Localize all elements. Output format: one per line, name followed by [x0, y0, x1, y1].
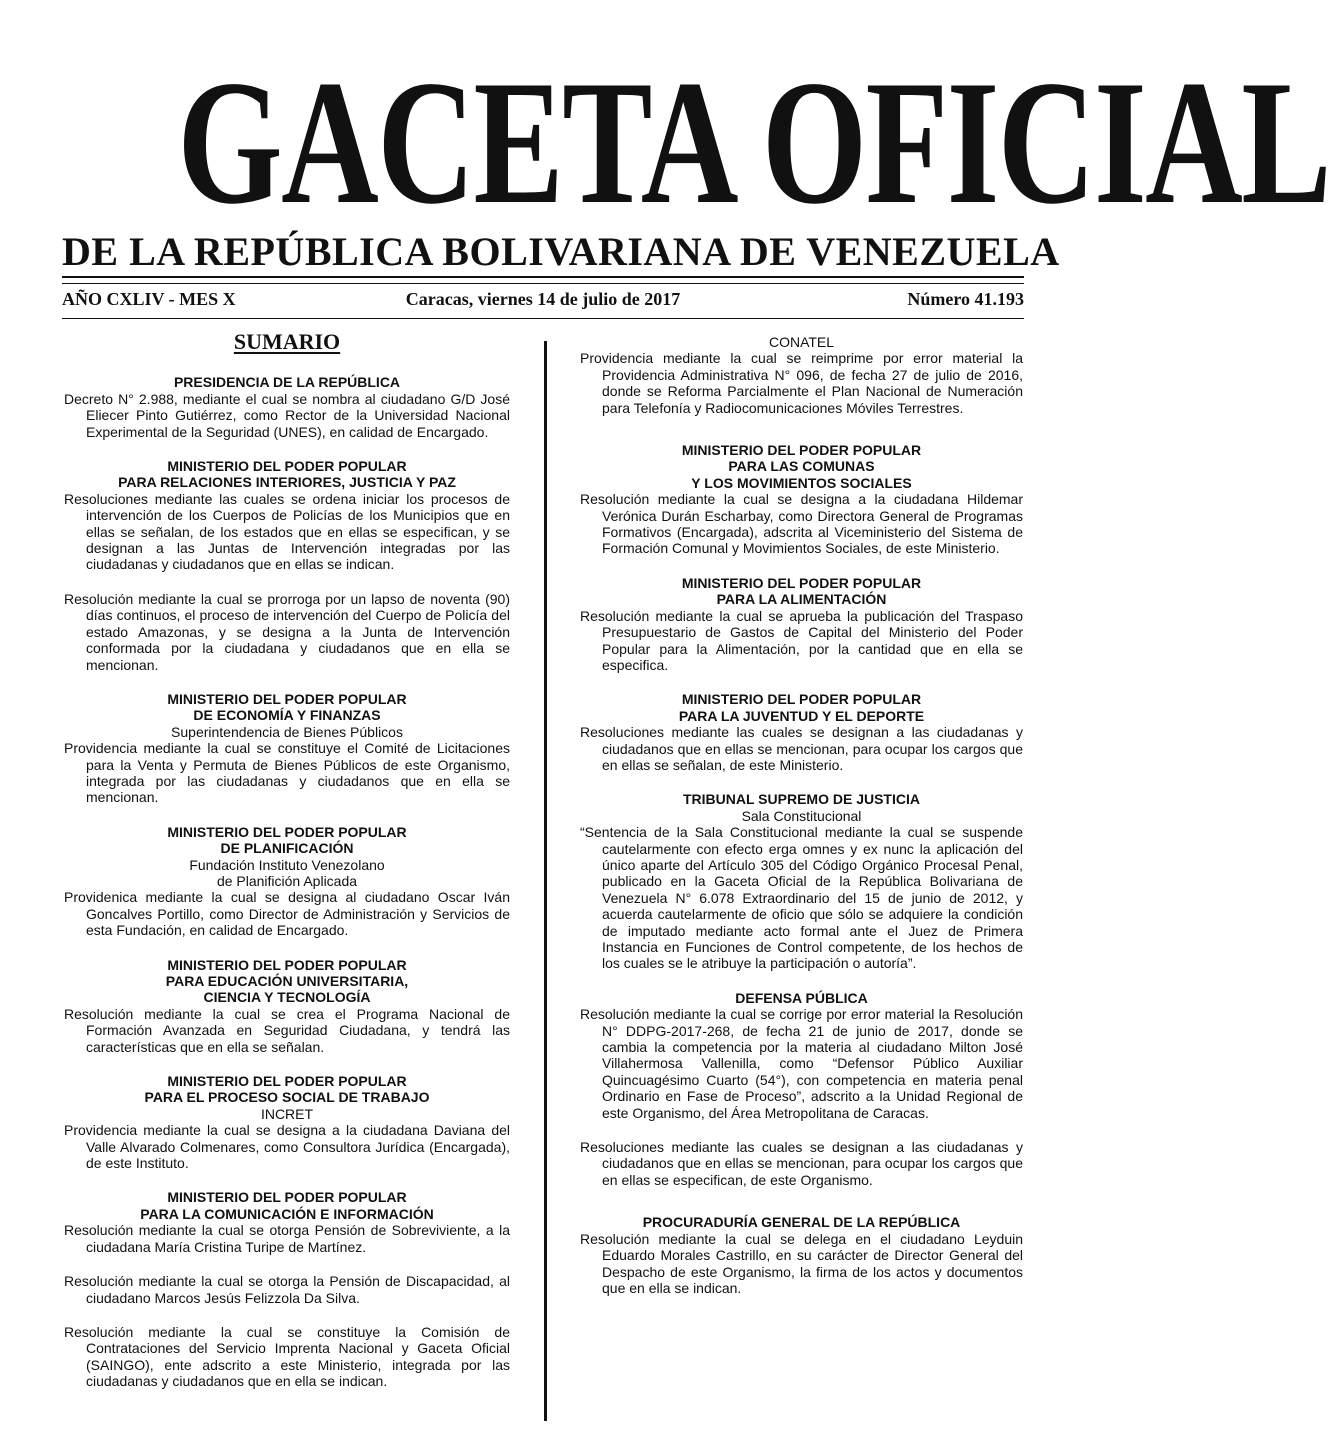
summary-entry: Providencia mediante la cual se constituye el Comité de Licitaciones para la Venta y Permuta de Bienes Públicos de este Organismo, integrada por las ciudadanas y ciudadanos que en ella se mencionan. [64, 740, 510, 806]
section-subheading: Sala Constitucional [741, 807, 862, 824]
right-sections [580, 334, 1023, 1296]
dateline-rule [62, 318, 1024, 319]
section-subheading: de Planifición Aplicada [216, 872, 358, 889]
summary-entry: Resolución mediante la cual se aprueba la publicación del Traspaso Presupuestario de Gastos de Capital del Ministerio del Poder Popular para la Alimentación, por la cantidad que en ella se especifica. [580, 607, 1023, 673]
summary-section [580, 791, 1023, 971]
section-heading: PROCURADURÍA GENERAL DE LA REPÚBLICA [642, 1214, 961, 1231]
summary-section [580, 691, 1023, 773]
summary-entry: Providencia mediante la cual se designa a la ciudadana Daviana del Valle Alvarado Colmenares, como Consultora Jurídica (Encargada), de este Instituto. [64, 1122, 510, 1172]
section-heading: DE PLANIFICACIÓN [220, 840, 354, 857]
summary-entry: Resoluciones mediante las cuales se ordena iniciar los procesos de intervención de los Cuerpos de Policías de los Municipios que en ellas se señalan, de los estados que en ellas se especifican, y se designan a las Juntas de Intervención integradas por las ciudadanas y ciudadanos que en ellas se indican. [64, 490, 510, 573]
summary-section [580, 334, 1023, 416]
section-heading: DE ECONOMÍA Y FINANZAS [193, 707, 381, 724]
section-heading: MINISTERIO DEL PODER POPULAR [681, 574, 922, 591]
section-heading: MINISTERIO DEL PODER POPULAR [167, 1189, 407, 1206]
section-heading: PARA EDUCACIÓN UNIVERSITARIA, [165, 973, 409, 989]
section-heading: PRESIDENCIA DE LA REPÚBLICA [173, 374, 401, 391]
dateline [62, 289, 1024, 315]
gazette-subtitle: DE LA REPÚBLICA BOLIVARIANA DE VENEZUELA [62, 229, 1060, 274]
section-heading: MINISTERIO DEL PODER POPULAR [681, 691, 922, 708]
section-heading: MINISTERIO DEL PODER POPULAR [681, 442, 922, 459]
right-column [580, 334, 1023, 1314]
masthead-rule [62, 276, 1024, 284]
summary-section [64, 1073, 510, 1171]
summary-section [64, 458, 510, 673]
section-heading: PARA EL PROCESO SOCIAL DE TRABAJO [144, 1089, 430, 1106]
place-date: Caracas, viernes 14 de julio de 2017 [405, 289, 681, 309]
summary-entry: Resolución mediante la cual se prorroga por un lapso de noventa (90) días continuos, el proceso de intervención del Cuerpo de Policía del estado Amazonas, y se designa a la Junta de Intervención conformada por la ciudadana y ciudadanos que en ella se mencionan. [64, 590, 510, 673]
summary-entry: “Sentencia de la Sala Constitucional mediante la cual se suspende cautelarmente con efecto erga omnes y ex nunc la aplicación del único aparte del Artículo 305 del Código Orgánico Procesal Penal, publicado en la Gaceta Oficial de la República Bolivariana de Venezuela N° 6.078 Extraordinario del 15 de junio de 2012, y acuerda cautelarmente de oficio que sólo se adquiere la condición de imputado mediante acto formal ante el Juez de Primera Instancia en Funciones de Control competente, de los hechos de los cuales se le atribuye la participación o autoría”. [580, 824, 1023, 972]
section-subheading: INCRET [260, 1105, 314, 1122]
section-heading: PARA LA ALIMENTACIÓN [716, 591, 887, 608]
summary-section [64, 691, 510, 806]
section-heading: MINISTERIO DEL PODER POPULAR [167, 1073, 407, 1090]
summary-section [64, 824, 510, 939]
summary-entry: Resolución mediante la cual se otorga la Pensión de Discapacidad, al ciudadano Marcos Jesús Felizzola Da Silva. [64, 1273, 510, 1306]
section-heading: MINISTERIO DEL PODER POPULAR [167, 690, 407, 707]
column-divider [544, 341, 547, 1421]
section-heading: Y LOS MOVIMIENTOS SOCIALES [691, 474, 912, 491]
summary-entry: Providenica mediante la cual se designa al ciudadano Oscar Iván Goncalves Portillo, como Director de Administración y Servicios de esta Fundación, en calidad de Encargado. [64, 889, 510, 939]
section-heading: MINISTERIO DEL PODER POPULAR [167, 823, 407, 840]
section-heading: PARA LA JUVENTUD Y EL DEPORTE [678, 707, 925, 724]
gazette-title: GACETA OFICIAL [177, 43, 1330, 241]
section-subheading: CONATEL [768, 334, 835, 350]
summary-entry: Resolución mediante la cual se crea el Programa Nacional de Formación Avanzada en Seguridad Ciudadana, y tendrá las características que en ella se señalan. [64, 1005, 510, 1055]
summary-entry: Resolución mediante la cual se otorga Pensión de Sobreviviente, a la ciudadana María Cristina Turipe de Martínez. [64, 1222, 510, 1255]
sumario-title: SUMARIO [233, 329, 341, 354]
summary-entry: Resoluciones mediante las cuales se designan a las ciudadanas y ciudadanos que en ellas se mencionan, para ocupar los cargos que en ellas se especifican, de este Organismo. [580, 1139, 1023, 1188]
left-column [64, 329, 510, 1408]
summary-section [580, 1214, 1023, 1296]
masthead [62, 43, 1330, 276]
year-month: AÑO CXLIV - MES X [62, 289, 236, 309]
summary-entry: Resoluciones mediante las cuales se designan a las ciudadanas y ciudadanos que en ellas se mencionan, para ocupar los cargos que en ellas se señalan, de este Ministerio. [580, 724, 1023, 773]
section-heading: PARA RELACIONES INTERIORES, JUSTICIA Y PAZ [118, 474, 456, 491]
summary-entry: Resolución mediante la cual se constituye la Comisión de Contrataciones del Servicio Imprenta Nacional y Gaceta Oficial (SAINGO), ente adscrito a este Ministerio, integrada por las ciudadanas y ciudadanos que en ella se indican. [64, 1323, 510, 1390]
section-subheading: Fundación Instituto Venezolano [189, 856, 385, 873]
section-heading: PARA LAS COMUNAS [728, 458, 875, 475]
section-heading: MINISTERIO DEL PODER POPULAR [167, 956, 407, 973]
section-heading: MINISTERIO DEL PODER POPULAR [167, 458, 407, 475]
section-heading: PARA LA COMUNICACIÓN E INFORMACIÓN [140, 1205, 434, 1222]
section-heading: CIENCIA Y TECNOLOGÍA [203, 989, 371, 1006]
summary-entry: Providencia mediante la cual se reimprime por error material la Providencia Administrativa N° 096, de fecha 27 de julio de 2016, donde se Reforma Parcialmente el Plan Nacional de Numeración para Telefonía y Radiocomunicaciones Móviles Terrestres. [580, 350, 1023, 416]
summary-section [64, 374, 510, 440]
left-sections [64, 374, 510, 1389]
section-heading: DEFENSA PÚBLICA [735, 989, 868, 1006]
issue-number: Número 41.193 [907, 289, 1024, 309]
summary-entry: Resolución mediante la cual se designa a la ciudadana Hildemar Verónica Durán Escharbay, como Directora General de Programas Formativos (Encargada), adscrita al Viceministerio del Sistema de Formación Comunal y Movimientos Sociales, de este Ministerio. [580, 491, 1023, 557]
summary-entry: Resolución mediante la cual se delega en el ciudadano Leyduin Eduardo Morales Castrillo, en su carácter de Director General del Despacho de este Organismo, la firma de los actos y documentos que en ella se indican. [580, 1230, 1023, 1296]
section-heading: TRIBUNAL SUPREMO DE JUSTICIA [683, 791, 920, 808]
summary-section [580, 575, 1023, 673]
summary-entry: Resolución mediante la cual se corrige por error material la Resolución N° DDPG-2017-268, de fecha 21 de junio de 2017, donde se cambia la competencia por la materia al ciudadano Milton José Villahermosa Vallenilla, como “Defensor Público Auxiliar Quincuagésimo Cuarto (54°), con competencia en materia penal Ordinario en Fase de Proceso”, adscrito a la Unidad Regional de este Organismo, del Área Metropolitana de Caracas. [580, 1006, 1023, 1121]
section-subheading: Superintendencia de Bienes Públicos [171, 723, 403, 740]
summary-section [64, 957, 510, 1055]
summary-section [580, 442, 1023, 557]
summary-entry: Decreto N° 2.988, mediante el cual se nombra al ciudadano G/D José Eliecer Pinto Gutiérrez, como Rector de la Universidad Nacional Experimental de la Seguridad (UNES), en calidad de Encargado. [64, 390, 510, 440]
summary-section [64, 1189, 510, 1389]
summary-section [580, 990, 1023, 1188]
